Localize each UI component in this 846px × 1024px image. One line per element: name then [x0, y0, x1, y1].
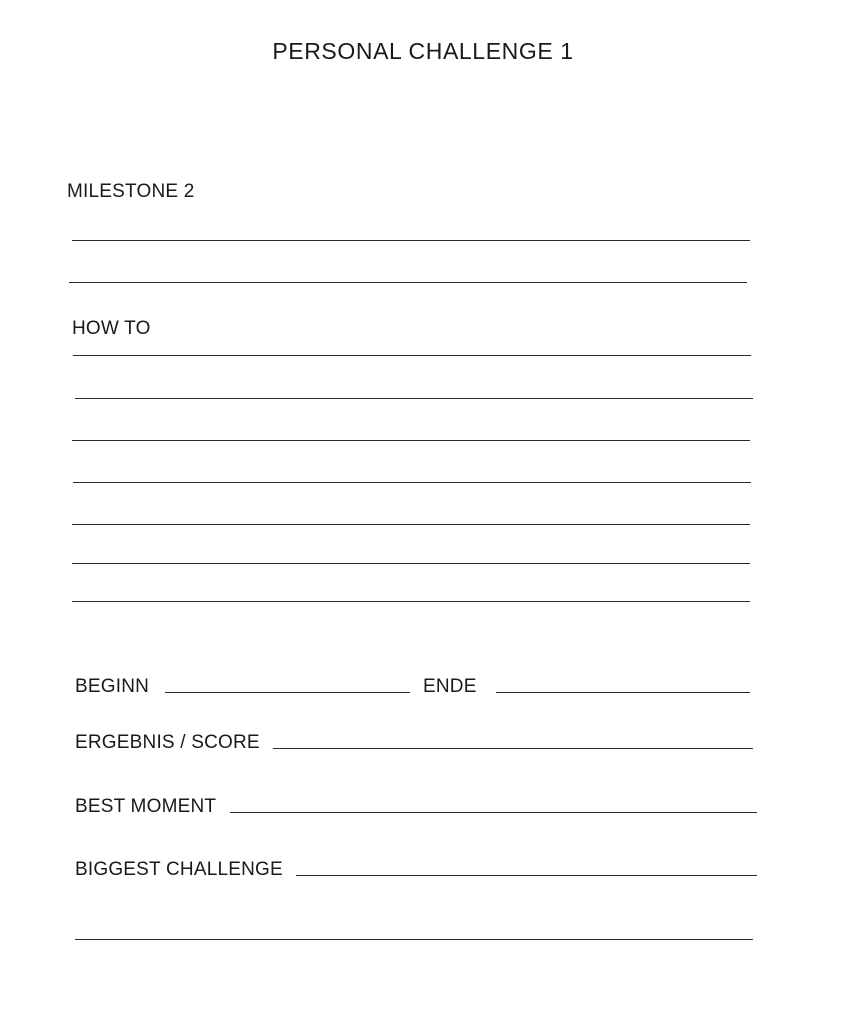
milestone-line-2[interactable]	[69, 282, 747, 283]
ergebnis-field-line[interactable]	[273, 748, 753, 749]
howto-line-2[interactable]	[75, 398, 753, 399]
ende-label: ENDE	[423, 676, 477, 697]
howto-line-5[interactable]	[72, 524, 750, 525]
milestone-label: MILESTONE 2	[67, 181, 195, 202]
biggest-challenge-line-2[interactable]	[75, 939, 753, 940]
howto-line-3[interactable]	[72, 440, 750, 441]
beginn-field-line[interactable]	[165, 692, 410, 693]
howto-line-7[interactable]	[72, 601, 750, 602]
ende-field-line[interactable]	[496, 692, 750, 693]
howto-line-4[interactable]	[73, 482, 751, 483]
biggest-challenge-label: BIGGEST CHALLENGE	[75, 859, 283, 880]
beginn-label: BEGINN	[75, 676, 150, 697]
howto-label: HOW TO	[72, 318, 151, 339]
howto-line-6[interactable]	[72, 563, 750, 564]
howto-line-1[interactable]	[73, 355, 751, 356]
ergebnis-label: ERGEBNIS / SCORE	[75, 732, 260, 753]
best-moment-field-line[interactable]	[230, 812, 757, 813]
biggest-challenge-field-line[interactable]	[296, 875, 757, 876]
page-title: PERSONAL CHALLENGE 1	[272, 38, 574, 64]
best-moment-label: BEST MOMENT	[75, 796, 217, 817]
milestone-line-1[interactable]	[72, 240, 750, 241]
